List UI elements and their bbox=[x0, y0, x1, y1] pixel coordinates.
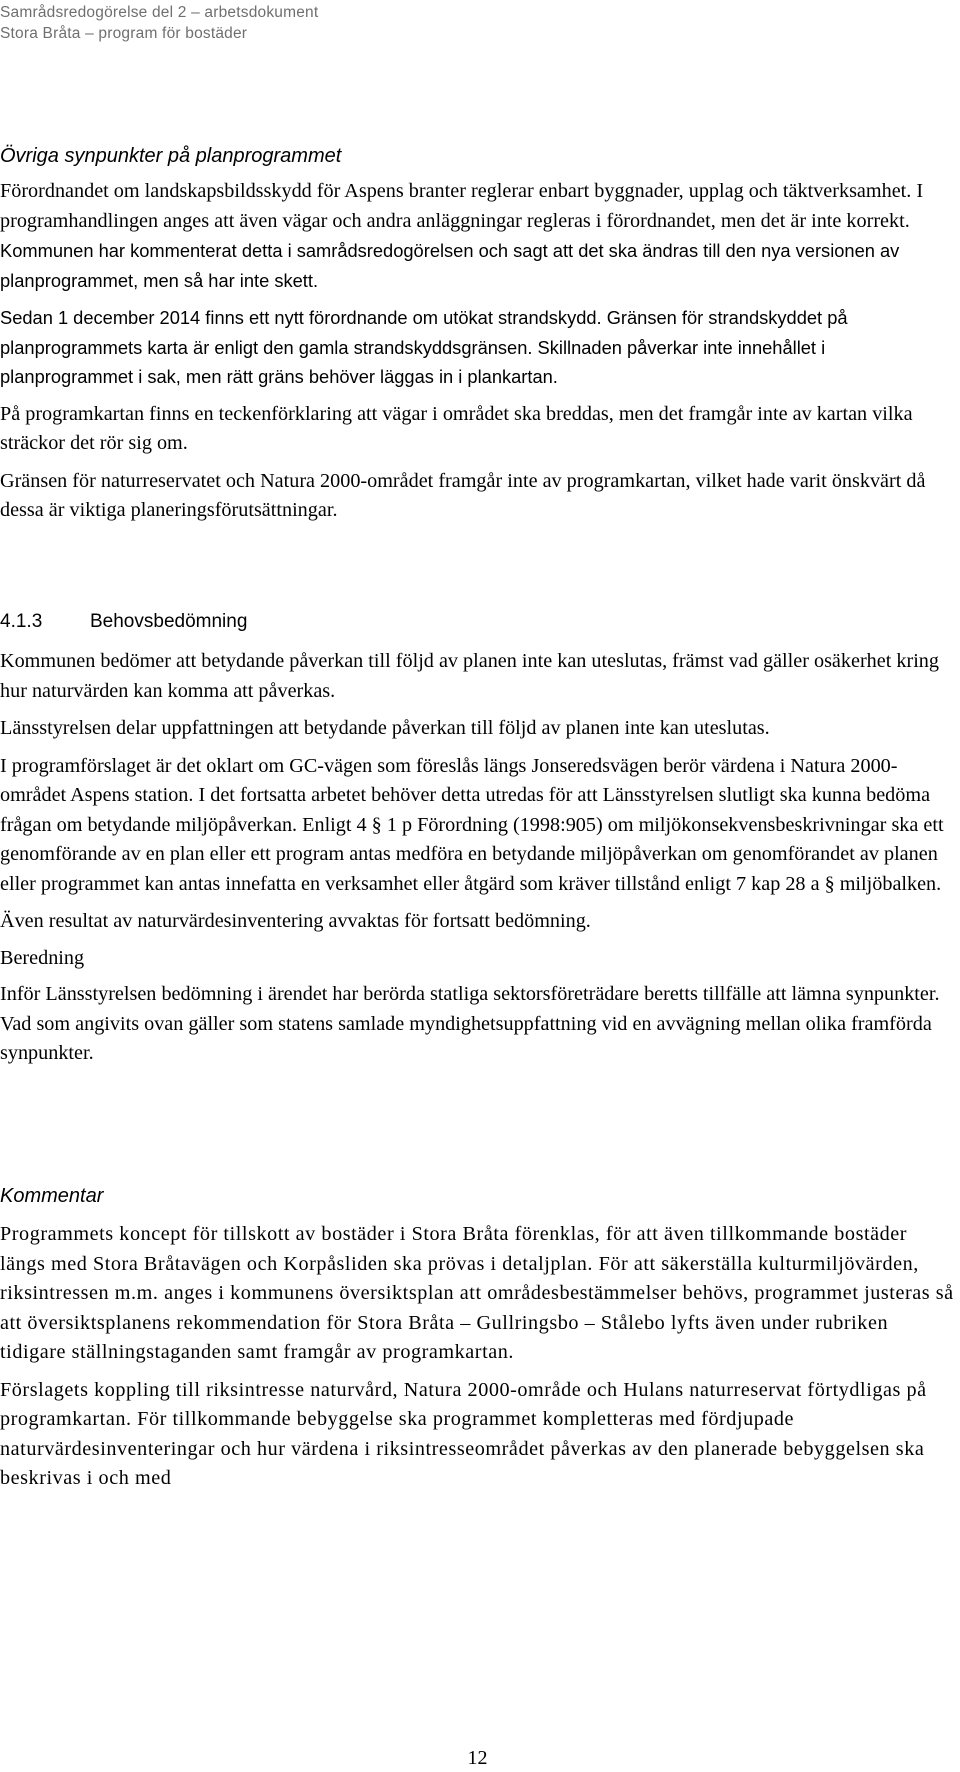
paragraph-nature-reserve: Gränsen för naturreservatet och Natura 2000-området framgår inte av programkartan, vilket hade varit önskvärt då dessa är viktiga planeringsförutsättningar. bbox=[0, 469, 926, 521]
label-beredning: Beredning bbox=[0, 946, 85, 969]
header-line-2: Stora Bråta – program för bostäder bbox=[0, 25, 248, 42]
heading-other-comments: Övriga synpunkter på planprogrammet bbox=[0, 145, 342, 167]
paragraph-landscape-protection-a: Förordnandet om landskapsbildsskydd för Aspens branter reglerar enbart byggnader, upplag och täktverksamhet. I programhandlingen anges att även vägar och andra anläggningar regleras i förordnandet, men det är inte korrekt. bbox=[0, 180, 924, 232]
paragraph-inventory: Även resultat av naturvärdesinventering avvaktas för fortsatt bedömning. bbox=[0, 910, 591, 932]
paragraph-program-concept: Programmets koncept för tillskott av bostäder i Stora Bråta förenklas, för att även tillkommande bostäder längs med Stora Bråtavägen och Korpåsliden ska prövas i detaljplan. För att säkerställa kulturmiljövärden, riksintressen m.m. anges i kommunens översiktsplan att områdesbestämmelser behövs, programmet justeras så att översiktsplanens rekommendation för Stora Bråta – Gullringsbo – Stålebo lyfts även under rubriken tidigare ställningstaganden samt framgår av programkartan. bbox=[0, 1223, 954, 1363]
section-number: 4.1.3 bbox=[0, 611, 43, 632]
other-comments-block bbox=[0, 177, 955, 526]
heading-kommentar: Kommentar bbox=[0, 1185, 104, 1207]
paragraph-landscape-protection-b: Kommunen har kommenterat detta i samrådsredogörelsen och sagt att det ska ändras till den nya versionen av planprogrammet, men så har inte skett. bbox=[0, 240, 900, 291]
running-header bbox=[0, 2, 318, 44]
page-number: 12 bbox=[467, 1747, 488, 1769]
behovsbedomning-block bbox=[0, 647, 955, 1069]
header-line-1: Samrådsredogörelse del 2 – arbetsdokument bbox=[0, 4, 319, 21]
paragraph-nature-link: Förslagets koppling till riksintresse naturvård, Natura 2000-område och Hulans naturreservat förtydligas på programkartan. För tillkommande bebyggelse ska programmet kompletteras med fördjupade naturvärdesinventeringar och hur värdena i riksintresseområdet påverkas av den planerade bebyggelsen ska beskrivas i och med bbox=[0, 1378, 927, 1489]
paragraph-natura-2000: I programförslaget är det oklart om GC-vägen som föreslås längs Jonseredsvägen berör värdena i Natura 2000-området Aspens station. I det fortsatta arbetet behöver detta utredas för att Länsstyrelsen slutligt ska kunna bedöma frågan om betydande miljöpåverkan. Enligt 4 § 1 p Förordning (1998:905) om miljökonsekvensbeskrivningar ska ett genomförande av en plan eller ett program antas medföra en betydande miljöpåverkan om genomförandet av planen eller programmet kan antas innefatta en verksamhet eller åtgärd som kräver tillstånd enligt 7 kap 28 a § miljöbalken. bbox=[0, 754, 944, 895]
paragraph-municipal-assessment: Kommunen bedömer att betydande påverkan till följd av planen inte kan uteslutas, främst vad gäller osäkerhet kring hur naturvärden kan komma att påverkas. bbox=[0, 650, 939, 702]
kommentar-block bbox=[0, 1220, 955, 1494]
paragraph-shore-protection: Sedan 1 december 2014 finns ett nytt förordnande om utökat strandskydd. Gränsen för strandskyddet på planprogrammets karta är enligt den gamla strandskyddsgränsen. Skillnaden påverkar inte innehållet i planprogrammet i sak, men rätt gräns behöver läggas in i plankartan. bbox=[0, 307, 848, 387]
section-heading-behovsbedomning bbox=[0, 609, 247, 635]
paragraph-county-agreement: Länsstyrelsen delar uppfattningen att betydande påverkan till följd av planen inte kan uteslutas. bbox=[0, 717, 770, 739]
paragraph-beredning: Inför Länsstyrelsen bedömning i ärendet har berörda statliga sektorsföreträdare beretts tillfälle att lämna synpunkter. Vad som angivits ovan gäller som statens samlade myndighetsuppfattning vid en avvägning mellan olika framförda synpunkter. bbox=[0, 983, 940, 1064]
section-title: Behovsbedömning bbox=[90, 611, 248, 632]
paragraph-landscape-protection bbox=[0, 177, 955, 295]
paragraph-road-widening: På programkartan finns en teckenförklaring att vägar i området ska breddas, men det framgår inte av kartan vilka sträckor det rör sig om. bbox=[0, 402, 913, 454]
